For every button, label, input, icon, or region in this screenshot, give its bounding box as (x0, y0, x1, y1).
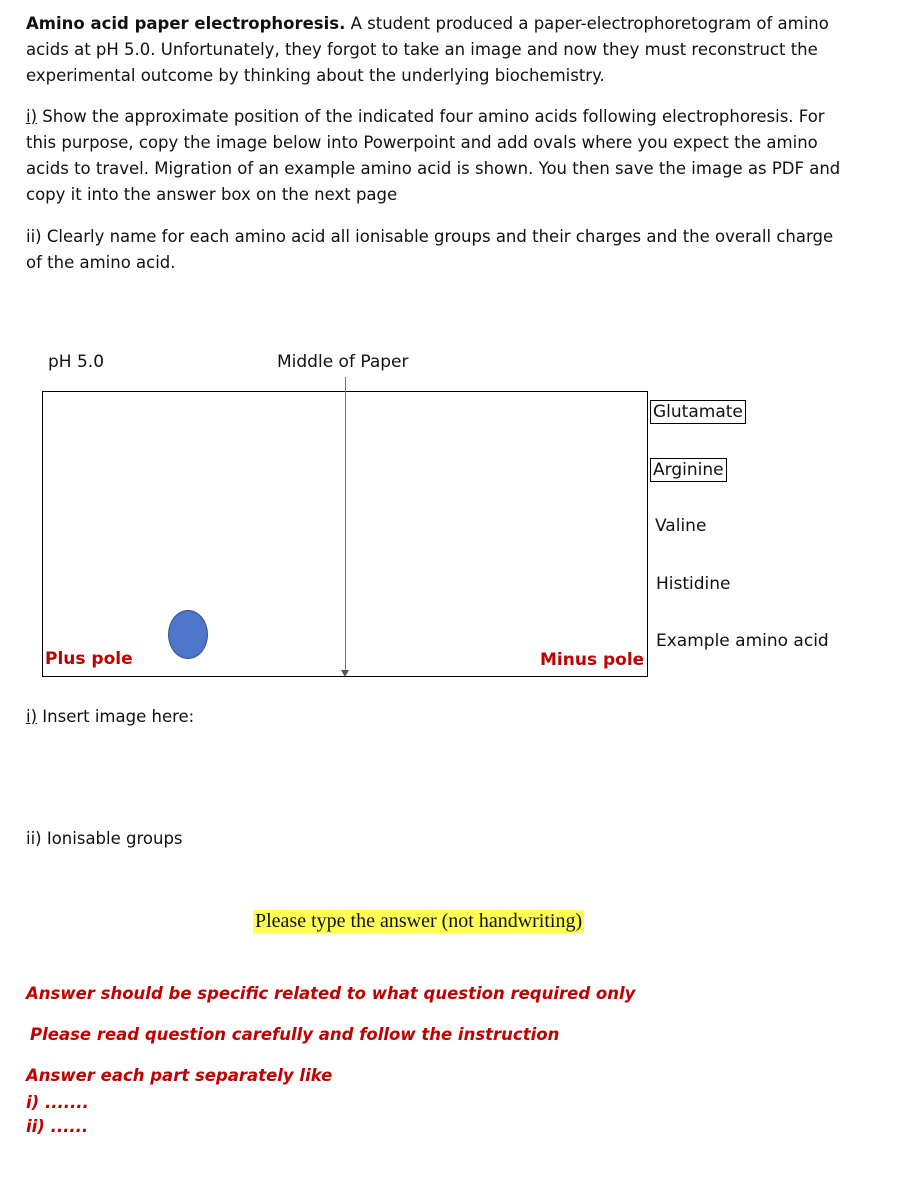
question-intro (26, 11, 846, 89)
arrow-down-icon (341, 670, 349, 677)
amino-acid-label-glutamate: Glutamate (650, 400, 746, 424)
question-title: Amino acid paper electrophoresis. (26, 14, 346, 33)
note-line-5: ii) ...... (26, 1117, 89, 1136)
insert-image-label (26, 707, 194, 726)
middle-line (345, 377, 346, 675)
part-i-text: Show the approximate position of the indicated four amino acids following electrophoresis. For this purpose, copy the image below into Powerpoint and add ovals where you expect the amino acids to travel. Migration of an example amino acid is shown. You then save the image as PDF and copy it into the answer box on the next page (26, 107, 841, 204)
typed-answer-notice: Please type the answer (not handwriting) (255, 910, 583, 932)
ph-label: pH 5.0 (48, 352, 105, 372)
amino-acid-label-valine: Valine (655, 516, 707, 536)
amino-acid-label-example: Example amino acid (656, 631, 829, 651)
ionisable-groups-label: ii) Ionisable groups (26, 829, 183, 848)
note-line-2: Please read question carefully and follow the instruction (30, 1025, 560, 1044)
middle-of-paper-label: Middle of Paper (277, 352, 409, 372)
note-line-1: Answer should be specific related to what question required only (26, 984, 636, 1003)
minus-pole-label: Minus pole (540, 650, 645, 670)
part-i-marker: i) (26, 107, 38, 126)
note-line-4: i) ....... (26, 1093, 89, 1112)
amino-acid-label-histidine: Histidine (656, 574, 731, 594)
part-ii-instructions: ii) Clearly name for each amino acid all ionisable groups and their charges and the overall charge of the amino acid. (26, 227, 834, 272)
amino-acid-label-arginine: Arginine (650, 458, 727, 482)
insert-image-text: Insert image here: (42, 707, 195, 726)
question-intro-text: A student produced a paper-electrophoretogram of amino acids at pH 5.0. Unfortunately, they forgot to take an image and now they must reconstruct the experimental outcome by thinking about the underlying biochemistry. (26, 14, 829, 85)
plus-pole-label: Plus pole (45, 649, 133, 669)
insert-image-marker: i) (26, 707, 38, 726)
example-amino-acid-dot (168, 610, 208, 659)
note-line-3: Answer each part separately like (26, 1066, 333, 1085)
part-i-instructions (26, 104, 846, 208)
